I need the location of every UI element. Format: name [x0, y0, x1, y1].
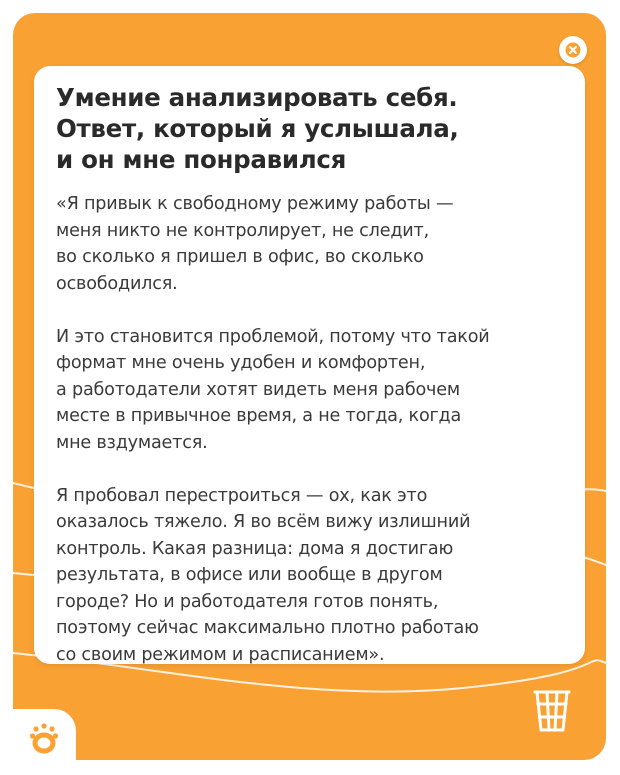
quote-line: освободился.: [56, 273, 178, 294]
quote-line: месте в привычное время, а не тогда, когда: [56, 406, 462, 426]
quote-line: результата, в офисе или вообще в другом: [56, 565, 443, 585]
quote-card: [34, 66, 585, 664]
quote-line: формат мне очень удобен и комфортен,: [56, 353, 426, 373]
quote-line: оказалось тяжело. Я во всём вижу излишний: [56, 512, 471, 532]
quote-line: «Я привык к свободному режиму работы —: [56, 194, 454, 214]
quote-line: во сколько я пришел в офис, во сколько: [56, 247, 424, 267]
ok-logo-icon: [27, 720, 61, 754]
quote-paragraph: [56, 483, 576, 669]
title-line: Ответ, который я услышала,: [56, 114, 459, 143]
quote-line: меня никто не контролирует, не следит,: [56, 220, 429, 241]
quote-text: [56, 191, 576, 668]
quote-line: а работодатели хотят видеть меня рабочем: [56, 379, 460, 400]
card-title: [56, 82, 566, 175]
quote-line: со своим режимом и расписанием».: [56, 644, 385, 665]
quote-paragraph: [56, 191, 576, 297]
title-line: Умение анализировать себя.: [56, 83, 458, 112]
quote-line: И это становится проблемой, потому что такой: [56, 326, 490, 347]
quote-line: Я пробовал перестроиться — ох, как это: [56, 485, 428, 506]
quote-line: городе? Но и работодателя готов понять,: [56, 591, 439, 612]
quote-line: поэтому сейчас максимально плотно работаю: [56, 618, 479, 638]
title-line: и он мне понравился: [56, 145, 347, 174]
quote-paragraph: [56, 324, 576, 457]
close-button[interactable]: [559, 36, 587, 64]
basket-icon: [532, 688, 572, 734]
quote-line: контроль. Какая разница: дома я достигаю: [56, 538, 454, 559]
quote-line: мне вздумается.: [56, 432, 208, 453]
close-icon: [565, 42, 581, 58]
